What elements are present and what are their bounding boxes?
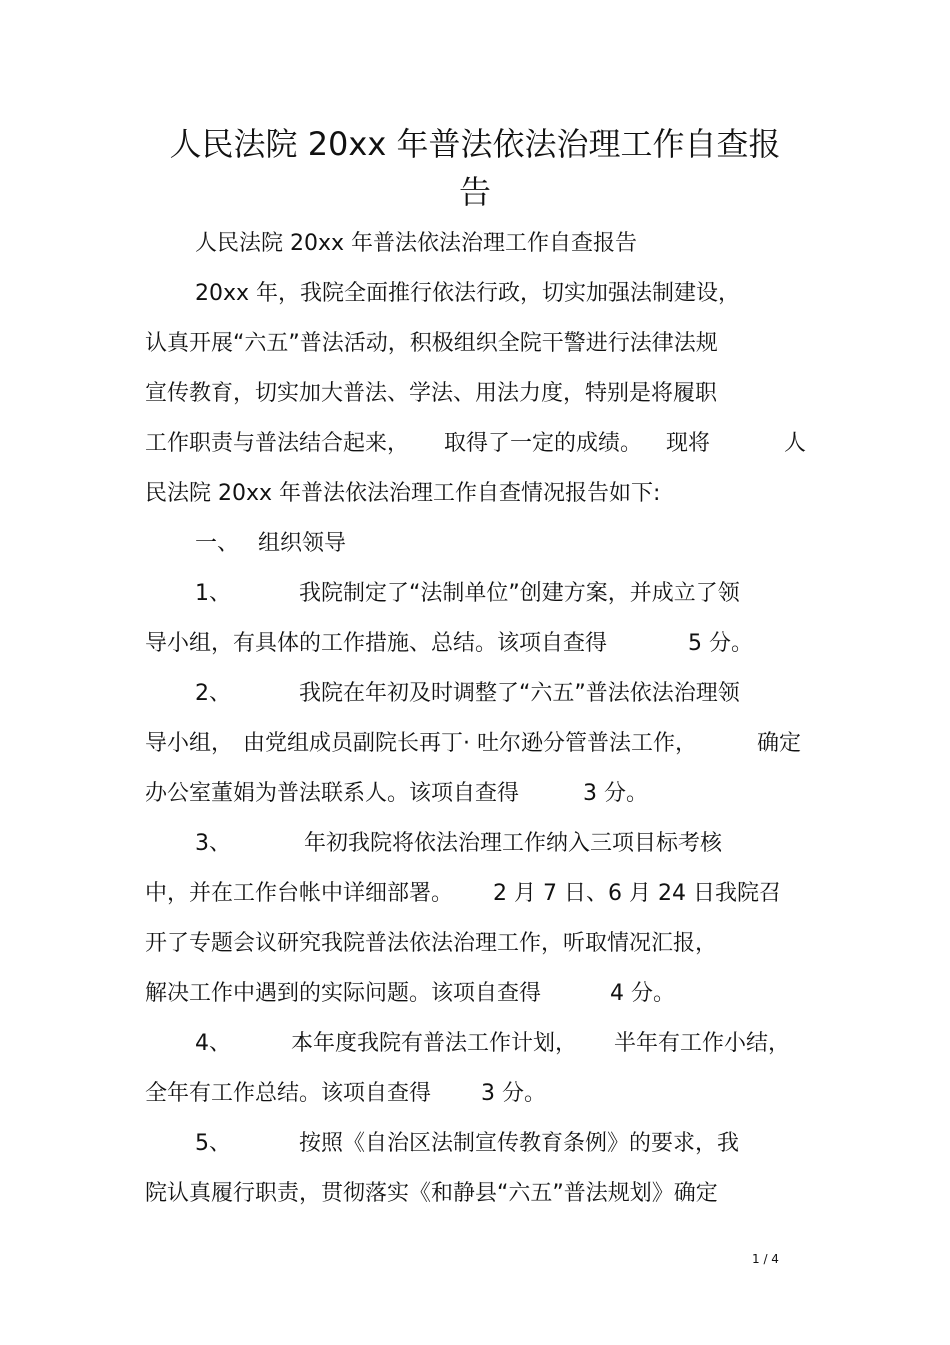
body-line (0, 1077, 950, 1111)
body-line (0, 927, 950, 961)
body-line (0, 1177, 950, 1211)
body-line (0, 977, 950, 1011)
body-text-segment: 按照《自治区法制宣传教育条例》的要求，我 (299, 1131, 740, 1156)
body-text-segment: 我院在年初及时调整了“六五”普法依法治理领 (299, 681, 740, 706)
body-text-segment: 5、 (195, 1131, 231, 1156)
body-text-segment: 5 分。 (688, 631, 753, 656)
body-line (0, 777, 950, 811)
body-text-segment: 取得了一定的成绩。 (444, 431, 643, 456)
body-line (0, 477, 950, 511)
body-text-segment: 办公室董娟为普法联系人。该项自查得 (145, 781, 520, 806)
body-text-segment: 本年度我院有普法工作计划， (291, 1031, 578, 1056)
body-line (0, 1127, 950, 1161)
body-text-segment: 3 分。 (481, 1081, 546, 1106)
body-text-segment: 1、 (195, 581, 231, 606)
body-line (0, 577, 950, 611)
body-line (0, 627, 950, 661)
body-line (0, 877, 950, 911)
body-line (0, 427, 950, 461)
body-line (0, 677, 950, 711)
body-text-segment: 院认真履行职责，贯彻落实《和静县“六五”普法规划》确定 (145, 1181, 718, 1206)
body-text-segment: 2 月 7 日、6 月 24 日我院召 (493, 881, 781, 906)
body-line (0, 377, 950, 411)
body-line (0, 827, 950, 861)
body-text-segment: 2、 (195, 681, 231, 706)
body-line (0, 227, 950, 261)
body-text-segment: 全年有工作总结。该项自查得 (145, 1081, 432, 1106)
body-text-segment: 3 分。 (583, 781, 648, 806)
body-text-segment: 解决工作中遇到的实际问题。该项自查得 (145, 981, 542, 1006)
body-text-segment: 4、 (195, 1031, 231, 1056)
body-line (0, 277, 950, 311)
body-text-segment: 组织领导 (258, 531, 347, 556)
page-number: 1 / 4 (752, 1252, 779, 1266)
body-text-segment: 人 (784, 431, 807, 456)
body-line (0, 727, 950, 761)
body-line (0, 1027, 950, 1061)
body-text-segment: 由党组成员副院长再丁· 吐尔逊分管普法工作， (243, 731, 697, 756)
body-text-segment: 工作职责与普法结合起来， (145, 431, 410, 456)
body-text-segment: 确定 (757, 731, 802, 756)
body-text-segment: 一、 (195, 531, 240, 556)
body-line (0, 527, 950, 561)
body-text-segment: 导小组，有具体的工作措施、总结。该项自查得 (145, 631, 608, 656)
body-text-segment: 3、 (195, 831, 231, 856)
body-text-segment: 半年有工作小结， (614, 1031, 791, 1056)
body-text-segment: 导小组， (145, 731, 234, 756)
document-title-line-2: 告 (458, 173, 491, 211)
body-text-segment: 年初我院将依法治理工作纳入三项目标考核 (304, 831, 723, 856)
body-text-segment: 认真开展“六五”普法活动，积极组织全院干警进行法律法规 (145, 331, 718, 356)
body-text-segment: 现将 (666, 431, 711, 456)
body-text-segment: 民法院 20xx 年普法依法治理工作自查情况报告如下: (145, 481, 661, 506)
body-text-segment: 我院制定了“法制单位”创建方案，并成立了领 (299, 581, 740, 606)
body-text-segment: 开了专题会议研究我院普法依法治理工作，听取情况汇报， (145, 931, 718, 956)
body-text-segment: 20xx 年，我院全面推行依法行政，切实加强法制建设， (195, 281, 741, 306)
document-title-line-1: 人民法院 20xx 年普法依法治理工作自查报 (169, 125, 781, 163)
body-text-segment: 宣传教育，切实加大普法、学法、用法力度，特别是将履职 (145, 381, 718, 406)
body-line (0, 327, 950, 361)
body-text-segment: 4 分。 (610, 981, 675, 1006)
body-text-segment: 中，并在工作台帐中详细部署。 (145, 881, 454, 906)
body-text-segment: 人民法院 20xx 年普法依法治理工作自查报告 (195, 231, 638, 256)
